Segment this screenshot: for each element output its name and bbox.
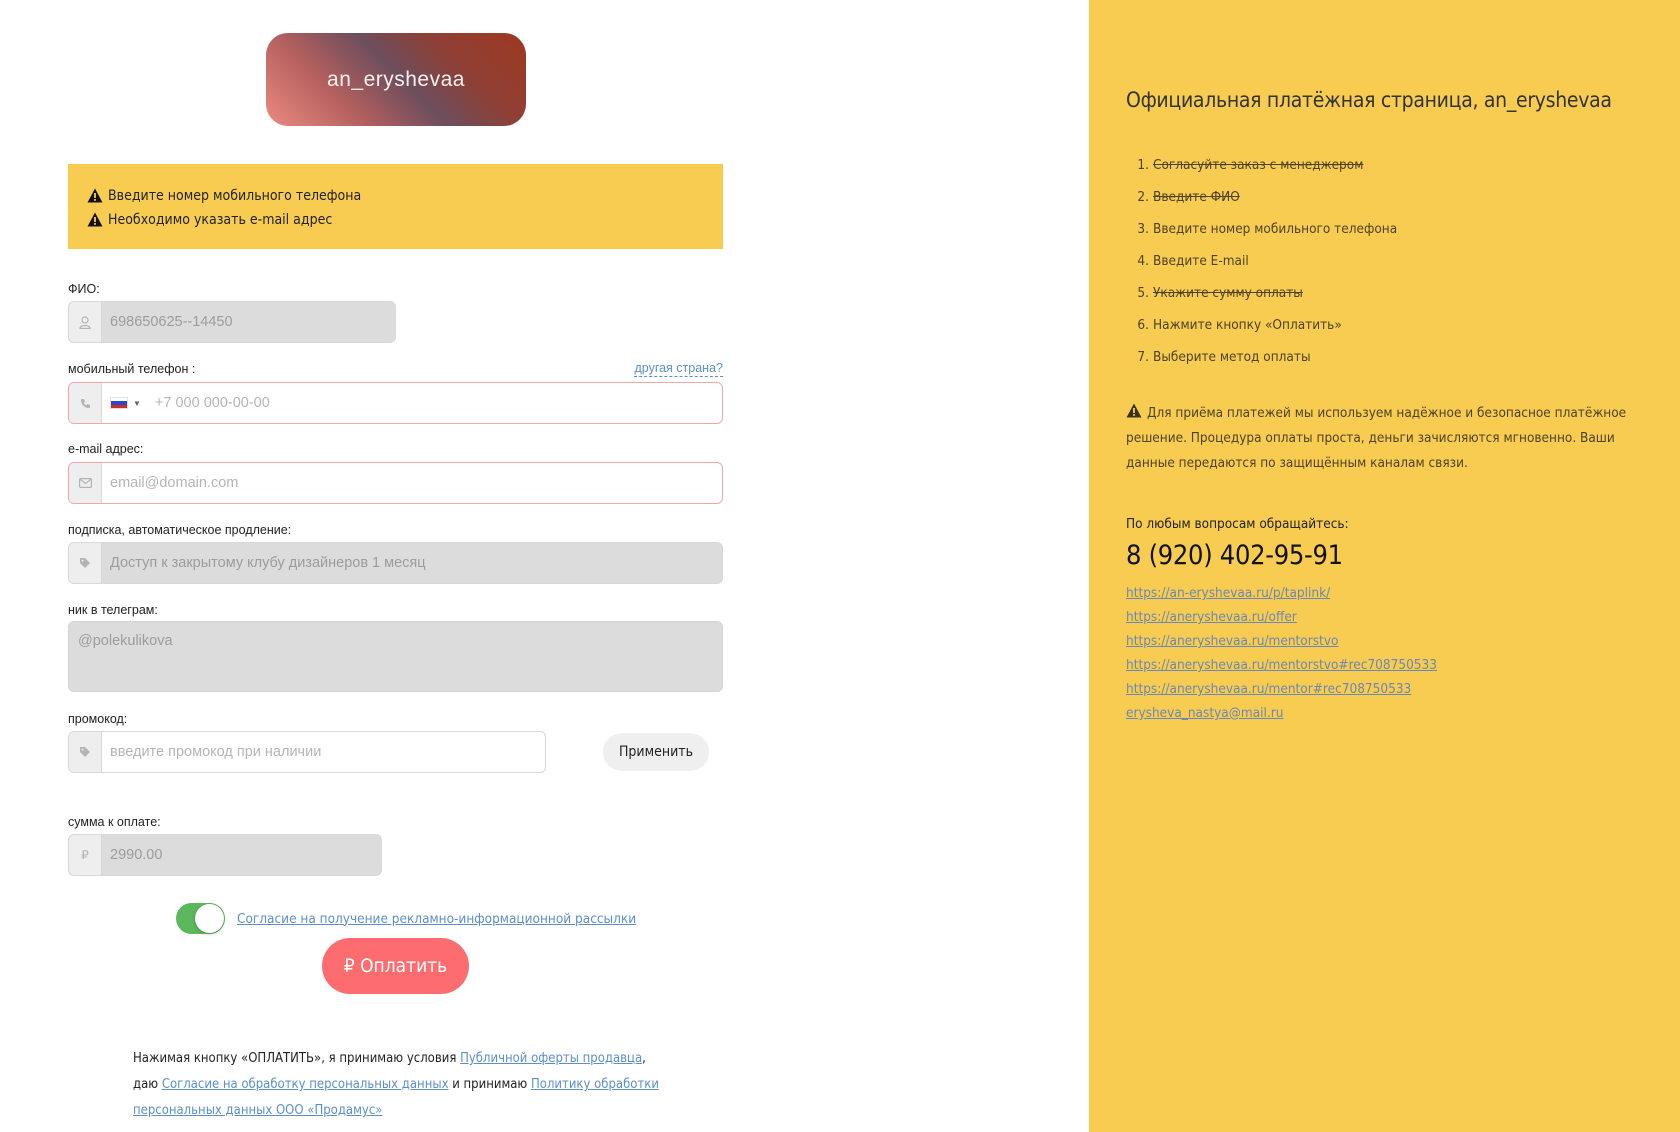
fio-value: 698650625--14450 bbox=[110, 314, 233, 330]
promo-label: промокод: bbox=[68, 712, 128, 726]
phone-label-row bbox=[68, 362, 723, 376]
contact-label: По любым вопросам обращайтесь: bbox=[1126, 516, 1349, 532]
promo-input[interactable] bbox=[110, 732, 545, 772]
telegram-label: ник в телеграм: bbox=[68, 603, 158, 617]
validation-alert bbox=[68, 164, 723, 249]
link-email[interactable]: erysheva_nastya@mail.ru bbox=[1126, 705, 1284, 721]
amount-value: 2990.00 bbox=[110, 847, 163, 863]
fio-field[interactable] bbox=[68, 301, 396, 343]
amount-label: сумма к оплате: bbox=[68, 815, 161, 829]
consent-row bbox=[176, 903, 636, 934]
email-field[interactable] bbox=[68, 462, 723, 504]
privacy-policy-link[interactable]: Политику обработки персональных данных ООО «Продамус» bbox=[133, 1077, 659, 1118]
ru-flag-icon bbox=[110, 397, 128, 409]
alert-line bbox=[87, 208, 704, 232]
telegram-field: @polekulikova bbox=[68, 621, 723, 692]
email-input-area[interactable] bbox=[102, 463, 722, 503]
link-mentor-rec[interactable]: https://aneryshevaa.ru/mentor#rec708750533 bbox=[1126, 681, 1412, 697]
consent-toggle[interactable] bbox=[176, 903, 225, 934]
subscription-value: Доступ к закрытому клубу дизайнеров 1 месяц bbox=[110, 555, 426, 571]
step-item: 2. Введите ФИО bbox=[1137, 189, 1240, 205]
link-mentorstvo-rec[interactable]: https://aneryshevaa.ru/mentorstvo#rec708750533 bbox=[1126, 657, 1437, 673]
step-item: 6. Нажмите кнопку «Оплатить» bbox=[1137, 317, 1342, 333]
security-note-text: Для приёма платежей мы используем надёжное и безопасное платёжное решение. Процедура оплаты проста, деньги зачисляются мгновенно. Ваши данные передаются по защищённым каналам связи. bbox=[1126, 405, 1627, 471]
promo-input-area[interactable] bbox=[102, 732, 545, 772]
phone-input[interactable] bbox=[155, 383, 722, 423]
phone-field[interactable] bbox=[68, 382, 723, 424]
ruble-icon: ₽ bbox=[69, 835, 102, 875]
terms-text-part: и принимаю bbox=[448, 1077, 531, 1092]
alert-text: Введите номер мобильного телефона bbox=[108, 188, 362, 204]
security-note bbox=[1126, 401, 1646, 476]
phone-icon bbox=[69, 383, 102, 423]
email-input[interactable] bbox=[110, 463, 722, 503]
subscription-field bbox=[68, 542, 723, 584]
warning-icon bbox=[1126, 403, 1143, 419]
link-taplink[interactable]: https://an-eryshevaa.ru/p/taplink/ bbox=[1126, 585, 1331, 601]
terms-text-part: , даю bbox=[133, 1051, 646, 1092]
subscription-label: подписка, автоматическое продление: bbox=[68, 523, 292, 537]
public-offer-link[interactable]: Публичной оферты продавца bbox=[460, 1051, 643, 1066]
terms-text-part: Нажимая кнопку «ОПЛАТИТЬ», я принимаю условия bbox=[133, 1051, 461, 1066]
contact-links bbox=[1126, 581, 1437, 725]
terms-text bbox=[133, 1046, 673, 1124]
tag-icon bbox=[69, 732, 102, 772]
toggle-knob bbox=[195, 904, 224, 933]
pay-button[interactable]: ₽ Оплатить bbox=[322, 938, 469, 994]
country-selector[interactable] bbox=[110, 397, 141, 409]
warning-icon bbox=[87, 188, 104, 204]
step-item: 4. Введите E-mail bbox=[1137, 253, 1249, 269]
steps-list bbox=[1126, 149, 1397, 373]
personal-data-consent-link[interactable]: Согласие на обработку персональных данных bbox=[161, 1077, 449, 1092]
consent-link[interactable]: Согласие на получение рекламно-информационной рассылки bbox=[237, 910, 637, 927]
link-offer[interactable]: https://aneryshevaa.ru/offer bbox=[1126, 609, 1297, 625]
promo-field[interactable] bbox=[68, 731, 546, 773]
tag-icon bbox=[69, 543, 102, 583]
merchant-logo bbox=[266, 33, 526, 126]
link-mentorstvo[interactable]: https://aneryshevaa.ru/mentorstvo bbox=[1126, 633, 1339, 649]
apply-promo-button[interactable]: Применить bbox=[603, 733, 709, 771]
step-item: 5. Укажите сумму оплаты bbox=[1137, 285, 1303, 301]
caret-down-icon: ▼ bbox=[133, 398, 141, 408]
email-label: e-mail адрес: bbox=[68, 442, 144, 456]
info-sidebar bbox=[1089, 0, 1680, 1132]
phone-input-area[interactable] bbox=[102, 383, 722, 423]
step-item: 1. Согласуйте заказ с менеджером bbox=[1137, 157, 1364, 173]
phone-label: мобильный телефон : bbox=[68, 362, 196, 376]
envelope-icon bbox=[69, 463, 102, 503]
step-item: 3. Введите номер мобильного телефона bbox=[1137, 221, 1398, 237]
step-item: 7. Выберите метод оплаты bbox=[1137, 349, 1311, 365]
contact-phone[interactable]: 8 (920) 402-95-91 bbox=[1126, 540, 1343, 571]
merchant-logo-text: an_eryshevaa bbox=[327, 67, 465, 91]
alert-line bbox=[87, 184, 704, 208]
other-country-link[interactable]: другая страна? bbox=[634, 361, 723, 375]
alert-text: Необходимо указать e-mail адрес bbox=[108, 212, 333, 228]
fio-label: ФИО: bbox=[68, 282, 100, 296]
amount-field bbox=[68, 834, 382, 876]
user-icon bbox=[69, 302, 102, 342]
sidebar-title: Официальная платёжная страница, an_eryshevaa bbox=[1126, 88, 1612, 112]
warning-icon bbox=[87, 212, 104, 228]
